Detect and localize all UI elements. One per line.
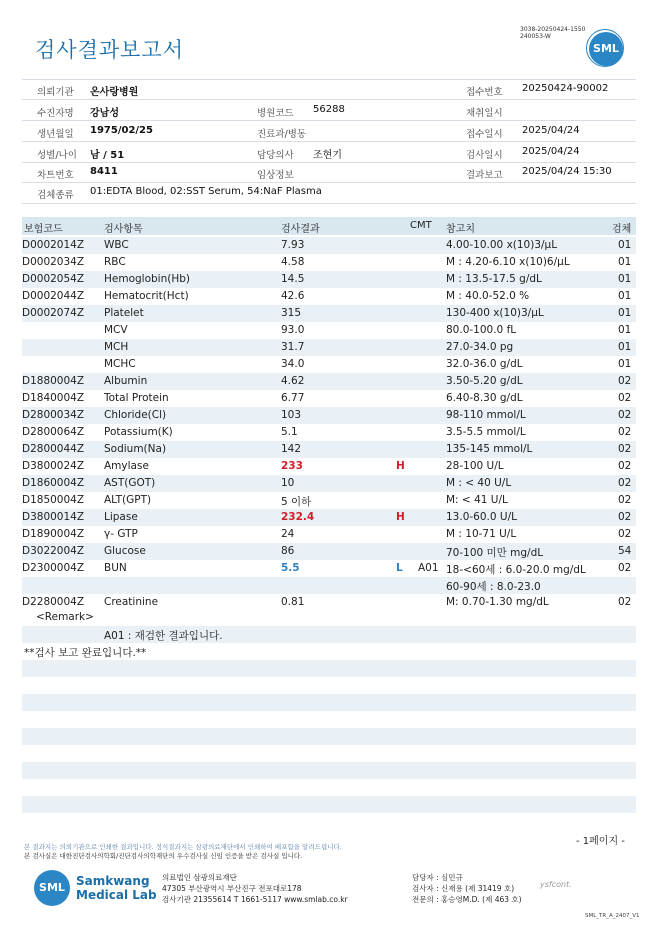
collect-date-label: 채취일시 bbox=[466, 108, 503, 119]
row-reference: M: < 41 U/L bbox=[446, 494, 508, 506]
row-result: 24 bbox=[281, 528, 295, 540]
row-test-name: Glucose bbox=[104, 545, 146, 557]
doctor-value: 조현기 bbox=[313, 150, 342, 161]
brand-line1: Samkwang bbox=[76, 874, 150, 888]
row-test-name: WBC bbox=[104, 239, 129, 251]
blank-row bbox=[22, 694, 636, 711]
row-result: 7.93 bbox=[281, 239, 305, 251]
row-reference: 6.40-8.30 g/dL bbox=[446, 392, 523, 404]
remark-row bbox=[22, 609, 636, 626]
row-specimen: 54 bbox=[618, 545, 632, 557]
page-number: - 1페이지 - bbox=[576, 836, 625, 847]
row-specimen: 01 bbox=[618, 239, 632, 251]
address-block bbox=[162, 872, 348, 905]
report-date-label: 결과보고 bbox=[466, 170, 503, 181]
row-code: D1840004Z bbox=[22, 392, 85, 404]
row-code: D1860004Z bbox=[22, 477, 85, 489]
sml-logo-text: SML bbox=[593, 42, 619, 55]
form-number: SML_TR_A_2407_V1 bbox=[585, 913, 640, 919]
row-result: 93.0 bbox=[281, 324, 305, 336]
document-id-line1: 3038-20250424-1550 bbox=[520, 26, 586, 33]
specimen-value: 01:EDTA Blood, 02:SST Serum, 54:NaF Plasma bbox=[90, 186, 322, 197]
row-code: D3022004Z bbox=[22, 545, 85, 557]
row-test-name: Creatinine bbox=[104, 596, 159, 608]
row-specimen: 01 bbox=[618, 358, 632, 370]
row-specimen: 01 bbox=[618, 256, 632, 268]
table-row bbox=[22, 458, 636, 475]
specimen-label: 검체종류 bbox=[37, 190, 74, 201]
hospital-value: 온사랑병원 bbox=[90, 87, 139, 98]
row-result: 4.62 bbox=[281, 375, 305, 387]
page-title: 검사결과보고서 bbox=[35, 38, 185, 62]
row-specimen: 02 bbox=[618, 375, 632, 387]
row-test-name: Platelet bbox=[104, 307, 144, 319]
row-reference: 70-100 미만 mg/dL bbox=[446, 547, 544, 559]
row-result: 103 bbox=[281, 409, 302, 421]
row-test-name: Total Protein bbox=[104, 392, 169, 404]
row-reference: 3.50-5.20 g/dL bbox=[446, 375, 523, 387]
test-date-label: 검사일시 bbox=[466, 150, 503, 161]
row-reference: 28-100 U/L bbox=[446, 460, 504, 472]
complete-row bbox=[22, 643, 636, 660]
brand-name bbox=[76, 874, 157, 902]
table-row bbox=[22, 543, 636, 560]
row-result: 4.58 bbox=[281, 256, 305, 268]
staff-line1: 담당자 : 심민규 bbox=[412, 873, 463, 882]
row-reference: 4.00-10.00 x(10)3/μL bbox=[446, 239, 558, 251]
footer-note-1: 본 결과지는 의뢰기관으로 인쇄한 결과입니다. 정식결과지는 삼광의료재단에서 인쇄하여 배포함을 알려드립니다. bbox=[24, 843, 342, 851]
blank-row bbox=[22, 711, 636, 728]
table-row bbox=[22, 339, 636, 356]
sml-logo bbox=[589, 32, 623, 66]
table-row bbox=[22, 577, 636, 594]
row-result: 5.5 bbox=[281, 562, 300, 574]
row-test-name: Lipase bbox=[104, 511, 138, 523]
signature: ysfcont. bbox=[540, 880, 572, 889]
brand-line2: Medical Lab bbox=[76, 888, 157, 902]
row-result: 86 bbox=[281, 545, 295, 557]
row-test-name: Amylase bbox=[104, 460, 149, 472]
row-test-name: Hematocrit(Hct) bbox=[104, 290, 189, 302]
sex-age-label: 성별/나이 bbox=[37, 150, 77, 161]
complete-text: **검사 보고 완료입니다.** bbox=[24, 647, 147, 659]
row-flag: H bbox=[396, 511, 405, 523]
row-specimen: 02 bbox=[618, 562, 632, 574]
row-test-name: MCH bbox=[104, 341, 129, 353]
row-result: 232.4 bbox=[281, 511, 315, 523]
header-code: 보험코드 bbox=[24, 224, 63, 235]
address-line1: 의료법인 삼광의료재단 bbox=[162, 873, 237, 882]
blank-row bbox=[22, 677, 636, 694]
row-result: 315 bbox=[281, 307, 302, 319]
table-row bbox=[22, 237, 636, 254]
row-reference: 80.0-100.0 fL bbox=[446, 324, 517, 336]
row-code: D3800024Z bbox=[22, 460, 85, 472]
name-value: 강남성 bbox=[90, 108, 119, 119]
row-result: 5.1 bbox=[281, 426, 298, 438]
header-result: 검사결과 bbox=[281, 224, 320, 235]
row-result: 0.81 bbox=[281, 596, 305, 608]
hospital-label: 의뢰기관 bbox=[37, 87, 74, 98]
table-row bbox=[22, 390, 636, 407]
row-specimen: 02 bbox=[618, 443, 632, 455]
row-result: 34.0 bbox=[281, 358, 305, 370]
hospital-code-label: 병원코드 bbox=[257, 108, 294, 119]
row-code: D0002074Z bbox=[22, 307, 85, 319]
row-specimen: 01 bbox=[618, 307, 632, 319]
table-row bbox=[22, 305, 636, 322]
document-id-line2: 240053-W bbox=[520, 33, 551, 40]
row-specimen: 02 bbox=[618, 477, 632, 489]
row-specimen: 02 bbox=[618, 426, 632, 438]
row-specimen: 02 bbox=[618, 596, 632, 608]
footer-note-2: 본 검사실은 대한진단검사의학회/진단검사의학재단의 우수검사실 신임 인증을 받은 검사실 입니다. bbox=[24, 852, 303, 860]
header-ref: 참고치 bbox=[446, 224, 475, 235]
row-reference: M : 4.20-6.10 x(10)6/μL bbox=[446, 256, 570, 268]
blank-row bbox=[22, 745, 636, 762]
row-specimen: 02 bbox=[618, 409, 632, 421]
staff-line2: 검사자 : 신재용 (제 31419 호) bbox=[412, 884, 515, 893]
chart-no-value: 8411 bbox=[90, 166, 118, 177]
remark-text: A01 : 재검한 결과입니다. bbox=[104, 630, 223, 642]
blank-row bbox=[22, 660, 636, 677]
row-specimen: 01 bbox=[618, 341, 632, 353]
table-row bbox=[22, 424, 636, 441]
row-test-name: MCV bbox=[104, 324, 128, 336]
blank-row bbox=[22, 813, 636, 830]
row-code: D1850004Z bbox=[22, 494, 85, 506]
row-reference: M : 40.0-52.0 % bbox=[446, 290, 530, 302]
sml-logo-bottom: SML bbox=[34, 870, 70, 906]
table-row bbox=[22, 475, 636, 492]
header-name: 검사항목 bbox=[104, 224, 143, 235]
row-code: D2800044Z bbox=[22, 443, 85, 455]
row-test-name: Sodium(Na) bbox=[104, 443, 167, 455]
row-reference: 18-<60세 : 6.0-20.0 mg/dL bbox=[446, 564, 586, 576]
row-code: D2800064Z bbox=[22, 426, 85, 438]
row-specimen: 02 bbox=[618, 528, 632, 540]
hospital-code-value: 56288 bbox=[313, 104, 345, 115]
row-reference: 130-400 x(10)3/μL bbox=[446, 307, 544, 319]
header-spec: 검체 bbox=[612, 224, 632, 235]
row-test-name: AST(GOT) bbox=[104, 477, 156, 489]
row-reference: M : 13.5-17.5 g/dL bbox=[446, 273, 542, 285]
row-code: D2800034Z bbox=[22, 409, 85, 421]
row-test-name: BUN bbox=[104, 562, 127, 574]
sex-age-value: 남 / 51 bbox=[90, 150, 125, 161]
row-code: D0002034Z bbox=[22, 256, 85, 268]
row-specimen: 02 bbox=[618, 392, 632, 404]
row-reference: M: 0.70-1.30 mg/dL bbox=[446, 596, 549, 608]
remark-text-row bbox=[22, 626, 636, 643]
row-reference: M : 10-71 U/L bbox=[446, 528, 517, 540]
row-result: 142 bbox=[281, 443, 302, 455]
row-specimen: 02 bbox=[618, 494, 632, 506]
row-cmt: A01 bbox=[418, 562, 439, 574]
row-test-name: Potassium(K) bbox=[104, 426, 173, 438]
row-test-name: Hemoglobin(Hb) bbox=[104, 273, 191, 285]
table-row bbox=[22, 492, 636, 509]
table-row bbox=[22, 288, 636, 305]
name-label: 수진자명 bbox=[37, 108, 74, 119]
header-cmt: CMT bbox=[410, 220, 432, 231]
blank-row bbox=[22, 779, 636, 796]
row-test-name: Albumin bbox=[104, 375, 148, 387]
receipt-date-label: 접수일시 bbox=[466, 129, 503, 140]
staff-block bbox=[412, 872, 522, 905]
row-flag: H bbox=[396, 460, 405, 472]
row-code: D2300004Z bbox=[22, 562, 85, 574]
row-reference: 13.0-60.0 U/L bbox=[446, 511, 517, 523]
blank-row bbox=[22, 728, 636, 745]
report-date-value: 2025/04/24 15:30 bbox=[522, 166, 612, 177]
row-specimen: 01 bbox=[618, 273, 632, 285]
row-test-name: ALT(GPT) bbox=[104, 494, 152, 506]
birth-value: 1975/02/25 bbox=[90, 125, 153, 136]
row-reference: 60-90세 : 8.0-23.0 bbox=[446, 581, 541, 593]
document-id bbox=[520, 26, 585, 40]
doctor-label: 담당의사 bbox=[257, 150, 294, 161]
row-reference: 27.0-34.0 pg bbox=[446, 341, 514, 353]
row-result: 31.7 bbox=[281, 341, 305, 353]
row-result: 14.5 bbox=[281, 273, 305, 285]
address-line3: 검사기관 21355614 T 1661-5117 www.smlab.co.kr bbox=[162, 895, 348, 904]
reception-no-value: 20250424-90002 bbox=[522, 83, 609, 94]
receipt-date-value: 2025/04/24 bbox=[522, 125, 580, 136]
row-code: D0002044Z bbox=[22, 290, 85, 302]
blank-row bbox=[22, 762, 636, 779]
table-row bbox=[22, 271, 636, 288]
row-specimen: 02 bbox=[618, 511, 632, 523]
row-result: 233 bbox=[281, 460, 303, 472]
row-test-name: MCHC bbox=[104, 358, 136, 370]
row-reference: 32.0-36.0 g/dL bbox=[446, 358, 523, 370]
row-specimen: 01 bbox=[618, 324, 632, 336]
row-test-name: γ- GTP bbox=[104, 528, 138, 540]
row-code: D3800014Z bbox=[22, 511, 85, 523]
row-reference: 3.5-5.5 mmol/L bbox=[446, 426, 526, 438]
row-result: 5 이하 bbox=[281, 496, 312, 508]
row-reference: 98-110 mmol/L bbox=[446, 409, 526, 421]
row-code: D2280004Z bbox=[22, 596, 85, 608]
remark-label: <Remark> bbox=[36, 611, 94, 623]
table-row bbox=[22, 322, 636, 339]
row-reference: M : < 40 U/L bbox=[446, 477, 512, 489]
row-test-name: RBC bbox=[104, 256, 126, 268]
table-row bbox=[22, 356, 636, 373]
row-reference: 135-145 mmol/L bbox=[446, 443, 533, 455]
dept-label: 진료과/병동 bbox=[257, 129, 307, 140]
blank-row bbox=[22, 796, 636, 813]
row-result: 42.6 bbox=[281, 290, 305, 302]
row-specimen: 01 bbox=[618, 290, 632, 302]
row-result: 6.77 bbox=[281, 392, 305, 404]
row-specimen: 02 bbox=[618, 460, 632, 472]
row-result: 10 bbox=[281, 477, 295, 489]
table-row bbox=[22, 526, 636, 543]
test-date-value: 2025/04/24 bbox=[522, 146, 580, 157]
row-flag: L bbox=[396, 562, 403, 574]
table-row bbox=[22, 560, 636, 577]
table-row bbox=[22, 373, 636, 390]
chart-no-label: 차트번호 bbox=[37, 170, 74, 181]
table-row bbox=[22, 441, 636, 458]
table-row bbox=[22, 509, 636, 526]
table-row bbox=[22, 254, 636, 271]
address-line2: 47305 부산광역시 부산진구 전포대로178 bbox=[162, 884, 302, 893]
birth-label: 생년월일 bbox=[37, 129, 74, 140]
clinical-label: 임상정보 bbox=[257, 170, 294, 181]
staff-line3: 전문의 : 홍승영M.D. (제 463 호) bbox=[412, 895, 522, 904]
row-test-name: Chloride(Cl) bbox=[104, 409, 167, 421]
reception-no-label: 접수번호 bbox=[466, 87, 503, 98]
row-code: D0002054Z bbox=[22, 273, 85, 285]
row-code: D1880004Z bbox=[22, 375, 85, 387]
table-row bbox=[22, 407, 636, 424]
row-code: D1890004Z bbox=[22, 528, 85, 540]
row-code: D0002014Z bbox=[22, 239, 85, 251]
